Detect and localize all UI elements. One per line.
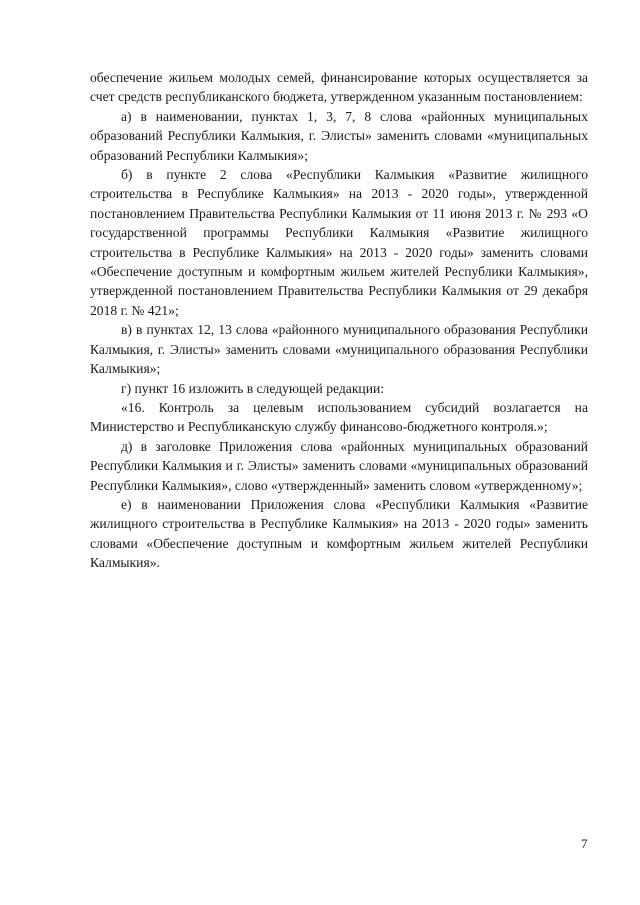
paragraph-item-g: г) пункт 16 изложить в следующей редакции:: [121, 380, 385, 396]
paragraph-quote-16: «16. Контроль за целевым использованием субсидий возлагается на Министерство и Республиканскую службу финансово-бюджетного контроля.»;: [90, 399, 588, 435]
paragraph-item-a: а) в наименовании, пунктах 1, 3, 7, 8 слова «районных муниципальных образований Республики Калмыкия, г. Элисты» заменить словами «муниципальных образований Республики Калмыкия»;: [90, 108, 588, 163]
paragraph-item-v: в) в пунктах 12, 13 слова «районного муниципального образования Республики Калмыкия, г. Элисты» заменить словами «муниципального образования Республики Калмыкия»;: [90, 322, 588, 377]
paragraph-item-b: б) в пункте 2 слова «Республики Калмыкия «Развитие жилищного строительства в Республике Калмыкия» на 2013 - 2020 годы», утвержденной постановлением Правительства Республики Калмыкия от 11 июня 2013 г. № 293 «О государственной программы Республики Калмыкия «Развитие жилищного строительства в Республике Калмыкия» на 2013 - 2020 годы» заменить словами «Обеспечение доступным и комфортным жильем жителей Республики Калмыкия», утвержденной постановлением Правительства Республики Калмыкия от 29 декабря 2018 г. № 421»;: [90, 167, 588, 318]
paragraph-intro: обеспечение жильем молодых семей, финансирование которых осуществляется за счет средств республиканского бюджета, утвержденном указанным постановлением:: [90, 70, 588, 105]
paragraph-item-e: е) в наименовании Приложения слова «Республики Калмыкия «Развитие жилищного строительства в Республике Калмыкия» на 2013 - 2020 годы» заменить словами «Обеспечение доступным и комфортным жильем жителей Республики Калмыкия».: [90, 496, 588, 571]
document-body: [90, 68, 588, 573]
paragraph-item-d: д) в заголовке Приложения слова «районных муниципальных образований Республики Калмыкия и г. Элисты» заменить словами «муниципальных образований Республики Калмыкия», слово «утвержденный» заменить словом «утвержденному»;: [90, 438, 588, 493]
page-number: 7: [581, 836, 588, 851]
